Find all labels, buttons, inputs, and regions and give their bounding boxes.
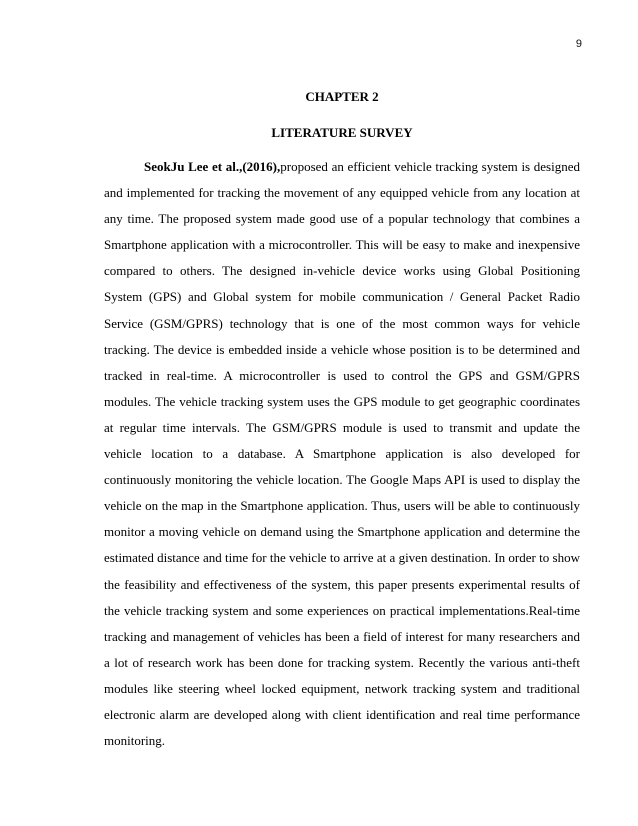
author-citation: SeokJu Lee et al.,(2016), (144, 159, 281, 174)
chapter-title: LITERATURE SURVEY (271, 125, 413, 140)
chapter-heading: CHAPTER 2 (305, 89, 379, 104)
paragraph-text: proposed an efficient vehicle tracking system is designed and implemented for tracking the movement of any equipped vehicle from any location at any time. The proposed system made good use of a popular technology that combines a Smartphone application with a microcontroller. This will be easy to make and inexpensive compared to others. The designed in-vehicle device works using Global Positioning System (GPS) and Global system for mobile communication / General Packet Radio Service (GSM/GPRS) technology that is one of the most common ways for vehicle tracking. The device is embedded inside a vehicle whose position is to be determined and tracked in real-time. A microcontroller is used to control the GPS and GSM/GPRS modules. The vehicle tracking system uses the GPS module to get geographic coordinates at regular time intervals. The GSM/GPRS module is used to transmit and update the vehicle location to a database. A Smartphone application is also developed for continuously monitoring the vehicle location. The Google Maps API is used to display the vehicle on the map in the Smartphone application. Thus, users will be able to continuously monitor a moving vehicle on demand using the Smartphone application and determine the estimated distance and time for the vehicle to arrive at a given destination. In order to show the feasibility and effectiveness of the system, this paper presents experimental results of the vehicle tracking system and some experiences on practical implementations.Real-time tracking and management of vehicles has been a field of interest for many researchers and a lot of research work has been done for tracking system. Recently the various anti-theft modules like steering wheel locked equipment, network tracking system and traditional electronic alarm are developed along with client identification and real time performance monitoring. (104, 159, 580, 749)
page-number: 9 (575, 38, 582, 50)
literature-paragraph (104, 154, 580, 754)
